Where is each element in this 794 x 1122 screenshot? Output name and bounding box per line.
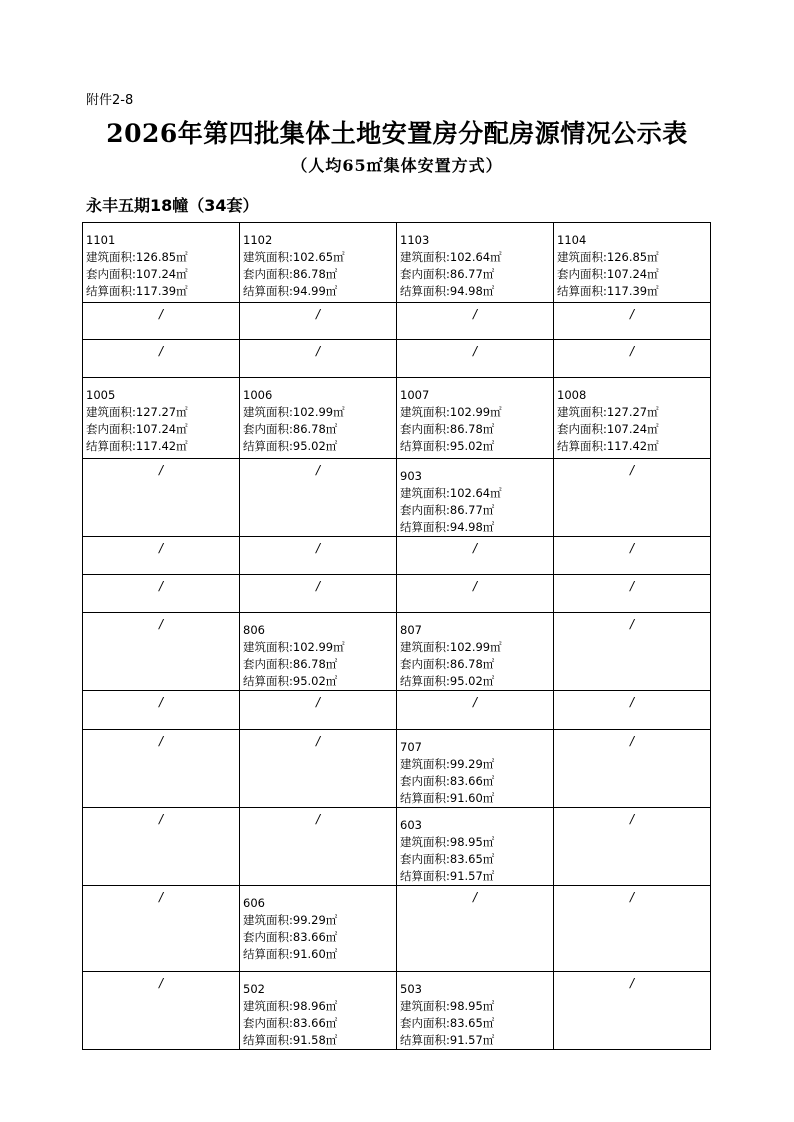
unit-info [240, 972, 396, 1049]
empty-mark: / [315, 695, 321, 709]
empty-cell [240, 303, 397, 340]
table-row [83, 730, 711, 808]
unit-info [397, 223, 553, 300]
page-title: 2026年第四批集体土地安置房分配房源情况公示表 [106, 119, 688, 148]
unit-cell [240, 972, 397, 1050]
empty-mark: / [629, 344, 635, 358]
settlement-area: 结算面积:95.02㎡ [243, 674, 338, 688]
unit-info [240, 223, 396, 300]
room-number: 1008 [557, 388, 587, 402]
inner-area: 套内面积:107.24㎡ [86, 422, 188, 436]
page-subtitle: （人均65㎡集体安置方式） [291, 156, 503, 175]
empty-mark: / [315, 812, 321, 826]
inner-area: 套内面积:83.66㎡ [243, 930, 338, 944]
building-area: 建筑面积:102.99㎡ [243, 405, 345, 419]
settlement-area: 结算面积:117.42㎡ [86, 439, 188, 453]
table-row [83, 223, 711, 303]
building-area: 建筑面积:126.85㎡ [86, 250, 188, 264]
empty-cell [83, 303, 240, 340]
unit-cell [240, 223, 397, 303]
building-area: 建筑面积:127.27㎡ [557, 405, 659, 419]
room-number: 1005 [86, 388, 116, 402]
empty-mark: / [315, 344, 321, 358]
building-area: 建筑面积:102.64㎡ [400, 250, 502, 264]
building-area: 建筑面积:102.65㎡ [243, 250, 345, 264]
unit-cell [83, 378, 240, 459]
settlement-area: 结算面积:91.58㎡ [243, 1033, 338, 1047]
inner-area: 套内面积:86.78㎡ [400, 657, 495, 671]
empty-cell [83, 691, 240, 730]
room-number: 1007 [400, 388, 430, 402]
settlement-area: 结算面积:91.60㎡ [243, 947, 338, 961]
empty-cell [83, 613, 240, 691]
inner-area: 套内面积:83.66㎡ [400, 774, 495, 788]
empty-mark: / [472, 344, 478, 358]
attachment-label: 附件2-8 [86, 93, 134, 108]
empty-cell [397, 886, 554, 972]
unit-cell [83, 223, 240, 303]
room-number: 606 [243, 896, 265, 910]
unit-cell [240, 886, 397, 972]
building-area: 建筑面积:98.95㎡ [400, 835, 495, 849]
table-row [83, 537, 711, 575]
empty-mark: / [158, 463, 164, 477]
room-number: 1103 [400, 233, 430, 247]
empty-mark: / [158, 976, 164, 990]
empty-mark: / [158, 541, 164, 555]
building-area: 建筑面积:127.27㎡ [86, 405, 188, 419]
settlement-area: 结算面积:94.98㎡ [400, 284, 495, 298]
empty-mark: / [158, 812, 164, 826]
empty-cell [397, 537, 554, 575]
unit-info [397, 459, 553, 536]
empty-cell [83, 808, 240, 886]
empty-mark: / [158, 344, 164, 358]
empty-mark: / [315, 463, 321, 477]
empty-cell [83, 730, 240, 808]
settlement-area: 结算面积:95.02㎡ [400, 674, 495, 688]
table-row [83, 886, 711, 972]
empty-mark: / [315, 579, 321, 593]
empty-cell [240, 340, 397, 378]
empty-cell [83, 537, 240, 575]
empty-cell [83, 886, 240, 972]
empty-mark: / [629, 734, 635, 748]
inner-area: 套内面积:86.77㎡ [400, 503, 495, 517]
unit-cell [397, 223, 554, 303]
empty-mark: / [158, 617, 164, 631]
room-number: 1101 [86, 233, 116, 247]
table-row [83, 575, 711, 613]
room-number: 903 [400, 469, 422, 483]
unit-info [554, 223, 710, 300]
unit-info [240, 886, 396, 963]
inner-area: 套内面积:86.77㎡ [400, 267, 495, 281]
settlement-area: 结算面积:94.99㎡ [243, 284, 338, 298]
empty-cell [240, 537, 397, 575]
empty-cell [83, 972, 240, 1050]
settlement-area: 结算面积:95.02㎡ [243, 439, 338, 453]
unit-info [83, 223, 239, 300]
empty-mark: / [629, 812, 635, 826]
empty-mark: / [158, 695, 164, 709]
unit-info [240, 378, 396, 455]
inner-area: 套内面积:83.65㎡ [400, 1016, 495, 1030]
room-number: 502 [243, 982, 265, 996]
empty-cell [83, 459, 240, 537]
empty-cell [397, 340, 554, 378]
unit-info [83, 378, 239, 455]
empty-cell [240, 691, 397, 730]
empty-cell [240, 730, 397, 808]
inner-area: 套内面积:107.24㎡ [86, 267, 188, 281]
unit-cell [397, 808, 554, 886]
unit-table [82, 222, 711, 1050]
empty-mark: / [629, 976, 635, 990]
room-number: 1006 [243, 388, 273, 402]
empty-cell [554, 808, 711, 886]
empty-cell [554, 537, 711, 575]
unit-cell [240, 613, 397, 691]
building-heading: 永丰五期18幢（34套） [86, 196, 259, 215]
inner-area: 套内面积:83.65㎡ [400, 852, 495, 866]
table-row [83, 378, 711, 459]
empty-mark: / [315, 307, 321, 321]
unit-cell [397, 613, 554, 691]
empty-cell [240, 575, 397, 613]
empty-cell [554, 691, 711, 730]
unit-cell [397, 378, 554, 459]
room-number: 807 [400, 623, 422, 637]
empty-cell [554, 459, 711, 537]
empty-mark: / [629, 463, 635, 477]
empty-mark: / [629, 307, 635, 321]
settlement-area: 结算面积:91.57㎡ [400, 1033, 495, 1047]
unit-info [397, 730, 553, 807]
empty-mark: / [158, 890, 164, 904]
room-number: 603 [400, 818, 422, 832]
building-area: 建筑面积:102.99㎡ [400, 405, 502, 419]
room-number: 1102 [243, 233, 273, 247]
empty-cell [554, 303, 711, 340]
empty-cell [554, 340, 711, 378]
unit-cell [554, 223, 711, 303]
inner-area: 套内面积:86.78㎡ [400, 422, 495, 436]
table-row [83, 691, 711, 730]
empty-cell [397, 575, 554, 613]
table-row [83, 303, 711, 340]
empty-mark: / [472, 890, 478, 904]
building-area: 建筑面积:102.99㎡ [243, 640, 345, 654]
unit-info [397, 808, 553, 885]
room-number: 503 [400, 982, 422, 996]
empty-cell [397, 691, 554, 730]
empty-mark: / [158, 579, 164, 593]
empty-cell [554, 972, 711, 1050]
unit-cell [240, 378, 397, 459]
inner-area: 套内面积:107.24㎡ [557, 267, 659, 281]
empty-cell [397, 303, 554, 340]
room-number: 1104 [557, 233, 587, 247]
inner-area: 套内面积:83.66㎡ [243, 1016, 338, 1030]
table-row [83, 340, 711, 378]
empty-mark: / [472, 307, 478, 321]
room-number: 806 [243, 623, 265, 637]
unit-cell [397, 730, 554, 808]
empty-cell [83, 340, 240, 378]
empty-mark: / [629, 617, 635, 631]
inner-area: 套内面积:86.78㎡ [243, 422, 338, 436]
settlement-area: 结算面积:117.42㎡ [557, 439, 659, 453]
building-area: 建筑面积:126.85㎡ [557, 250, 659, 264]
empty-mark: / [472, 541, 478, 555]
empty-cell [554, 575, 711, 613]
settlement-area: 结算面积:117.39㎡ [557, 284, 659, 298]
empty-mark: / [315, 734, 321, 748]
empty-mark: / [315, 541, 321, 555]
empty-mark: / [472, 695, 478, 709]
building-area: 建筑面积:102.64㎡ [400, 486, 502, 500]
table-row [83, 808, 711, 886]
table-row [83, 613, 711, 691]
unit-table-body [83, 223, 711, 1050]
empty-mark: / [158, 307, 164, 321]
room-number: 707 [400, 740, 422, 754]
settlement-area: 结算面积:91.57㎡ [400, 869, 495, 883]
building-area: 建筑面积:102.99㎡ [400, 640, 502, 654]
table-row [83, 459, 711, 537]
unit-info [240, 613, 396, 690]
unit-info [397, 972, 553, 1049]
unit-cell [397, 972, 554, 1050]
empty-cell [83, 575, 240, 613]
empty-cell [240, 808, 397, 886]
empty-mark: / [629, 541, 635, 555]
unit-cell [554, 378, 711, 459]
building-area: 建筑面积:99.29㎡ [400, 757, 495, 771]
empty-cell [554, 613, 711, 691]
building-area: 建筑面积:98.95㎡ [400, 999, 495, 1013]
settlement-area: 结算面积:117.39㎡ [86, 284, 188, 298]
unit-info [554, 378, 710, 455]
table-row [83, 972, 711, 1050]
empty-cell [240, 459, 397, 537]
settlement-area: 结算面积:95.02㎡ [400, 439, 495, 453]
building-area: 建筑面积:98.96㎡ [243, 999, 338, 1013]
inner-area: 套内面积:86.78㎡ [243, 657, 338, 671]
inner-area: 套内面积:86.78㎡ [243, 267, 338, 281]
empty-mark: / [158, 734, 164, 748]
inner-area: 套内面积:107.24㎡ [557, 422, 659, 436]
empty-mark: / [472, 579, 478, 593]
empty-mark: / [629, 579, 635, 593]
empty-cell [554, 886, 711, 972]
unit-info [397, 613, 553, 690]
unit-info [397, 378, 553, 455]
building-area: 建筑面积:99.29㎡ [243, 913, 338, 927]
settlement-area: 结算面积:94.98㎡ [400, 520, 495, 534]
empty-mark: / [629, 695, 635, 709]
empty-mark: / [629, 890, 635, 904]
empty-cell [554, 730, 711, 808]
unit-cell [397, 459, 554, 537]
settlement-area: 结算面积:91.60㎡ [400, 791, 495, 805]
